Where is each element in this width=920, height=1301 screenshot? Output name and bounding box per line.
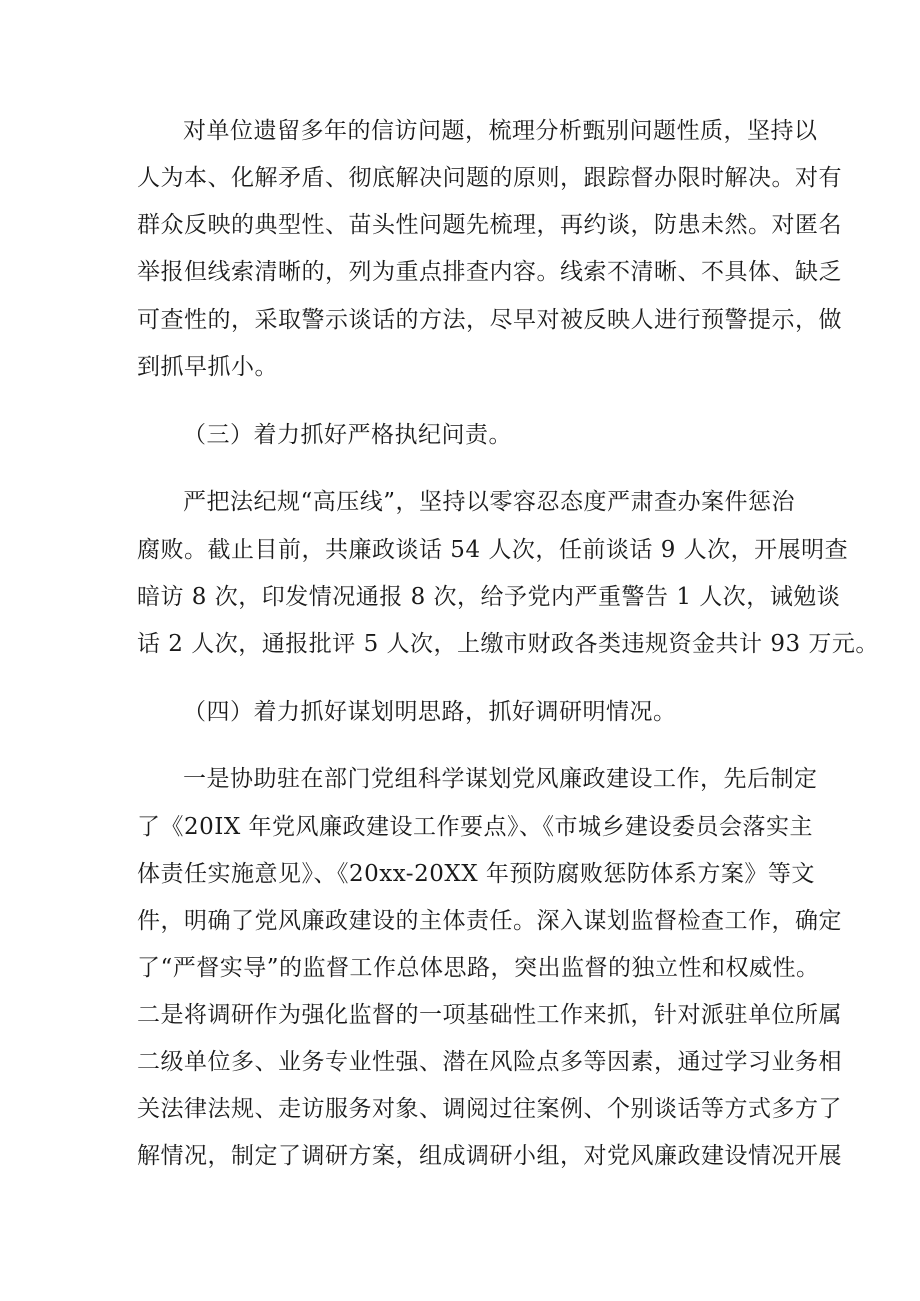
paragraph-1-line-5: 可查性的，采取警示谈话的方法，尽早对被反映人进行预警提示，做	[137, 307, 842, 333]
paragraph-3-line-2: 腐败。截止目前，共廉政谈话 54 人次，任前谈话 9 人次，开展明查	[137, 537, 849, 563]
paragraph-1-line-1: 对单位遗留多年的信访问题，梳理分析甄别问题性质，坚持以	[183, 118, 818, 144]
section-heading-3: （三）着力抓好严格执纪问责。	[183, 422, 512, 448]
paragraph-3-line-4: 话 2 人次，通报批评 5 人次，上缴市财政各类违规资金共计 93 万元。	[137, 631, 879, 657]
paragraph-3-line-3: 暗访 8 次，印发情况通报 8 次，给予党内严重警告 1 人次，诫勉谈	[137, 584, 841, 610]
paragraph-1-line-2: 人为本、化解矛盾、彻底解决问题的原则，跟踪督办限时解决。对有	[137, 165, 842, 191]
section-heading-4: （四）着力抓好谋划明思路，抓好调研明情况。	[183, 699, 677, 725]
paragraph-1-line-3: 群众反映的典型性、苗头性问题先梳理，再约谈，防患未然。对匿名	[137, 212, 842, 238]
paragraph-5-line-2: 了《20IX 年党风廉政建设工作要点》、《市城乡建设委员会落实主	[137, 814, 814, 840]
paragraph-5-line-7: 二级单位多、业务专业性强、潜在风险点多等因素，通过学习业务相	[137, 1049, 842, 1075]
paragraph-5-line-1: 一是协助驻在部门党组科学谋划党风廉政建设工作，先后制定	[183, 766, 818, 792]
paragraph-1-line-4: 举报但线索清晰的，列为重点排查内容。线索不清晰、不具体、缺乏	[137, 259, 842, 285]
paragraph-5-line-9: 解情况，制定了调研方案，组成调研小组，对党风廉政建设情况开展	[137, 1143, 842, 1169]
paragraph-3-line-1: 严把法纪规“高压线”，坚持以零容忍态度严肃查办案件惩治	[183, 489, 796, 515]
paragraph-5-line-4: 件，明确了党风廉政建设的主体责任。深入谋划监督检查工作，确定	[137, 908, 842, 934]
paragraph-5-line-8: 关法律法规、走访服务对象、调阅过往案例、个别谈话等方式多方了	[137, 1096, 842, 1122]
paragraph-5-line-3: 体责任实施意见》、《20xx-20XX 年预防腐败惩防体系方案》等文	[137, 861, 815, 887]
paragraph-5-line-6: 二是将调研作为强化监督的一项基础性工作来抓，针对派驻单位所属	[137, 1002, 842, 1028]
paragraph-5-line-5: 了“严督实导”的监督工作总体思路，突出监督的独立性和权威性。	[137, 955, 820, 981]
paragraph-1-line-6: 到抓早抓小。	[137, 354, 278, 380]
